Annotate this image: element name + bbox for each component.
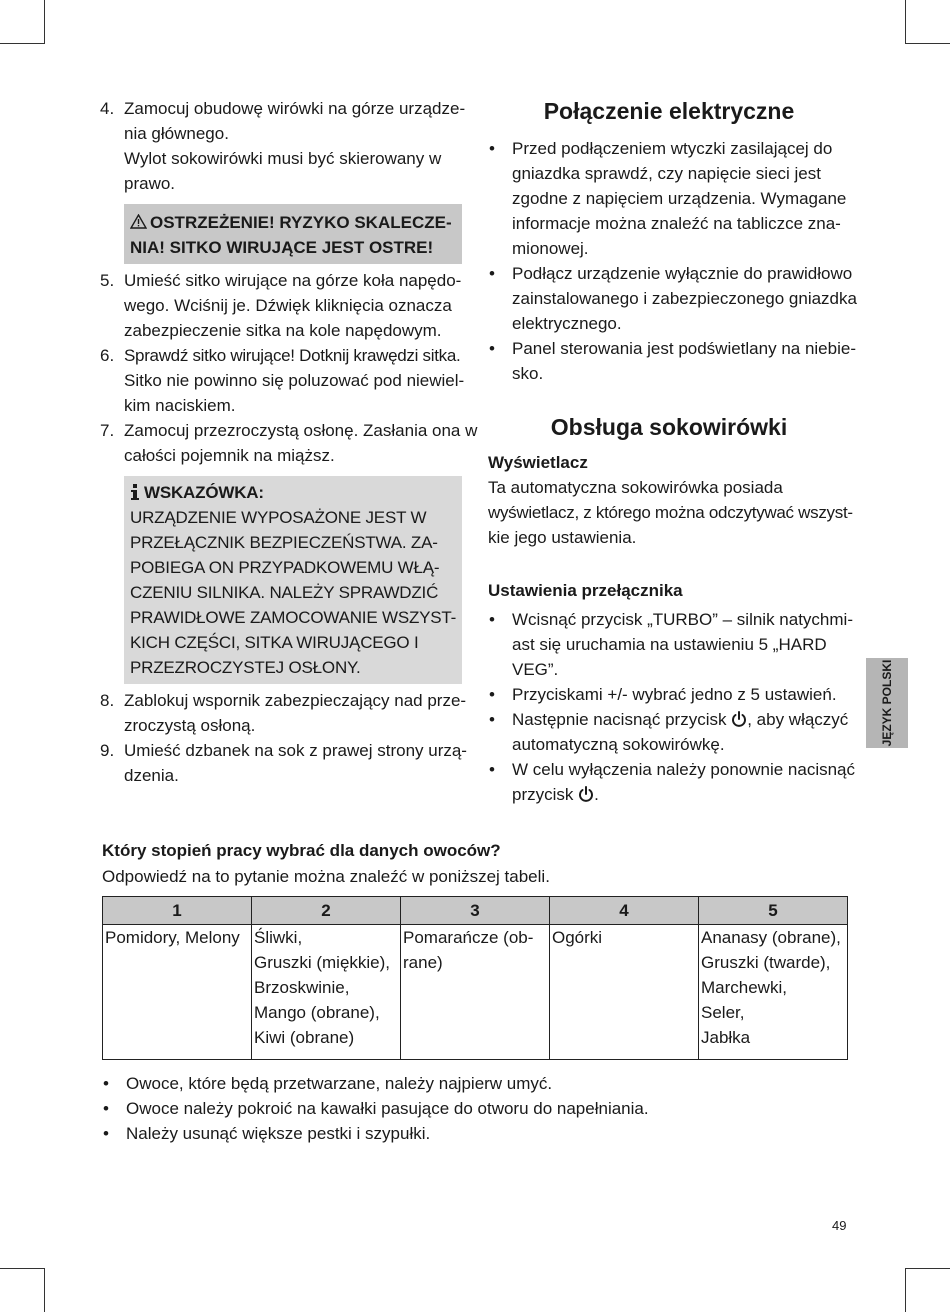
table-cell bbox=[699, 925, 848, 1060]
page-number: 49 bbox=[832, 1218, 847, 1233]
list-text: Owoce należy pokroić na kawałki pasujące do otworu do napełniania. bbox=[126, 1099, 649, 1118]
cell-text: Gruszki (twarde), bbox=[701, 953, 831, 972]
bullet-mark: • bbox=[103, 1124, 109, 1143]
display-paragraph bbox=[488, 475, 853, 550]
cell-text: rane) bbox=[403, 953, 443, 972]
crop-mark bbox=[44, 0, 45, 44]
note-box bbox=[124, 476, 462, 684]
speed-table bbox=[102, 896, 848, 1060]
list-text: , aby włączyć bbox=[747, 710, 849, 729]
list-item bbox=[102, 1096, 802, 1121]
list-item bbox=[488, 707, 850, 757]
paragraph-text: wyświetlacz, z którego można odczytywać wszyst- bbox=[488, 503, 853, 522]
bullet-mark: • bbox=[489, 710, 495, 729]
list-text: elektrycznego. bbox=[512, 314, 622, 333]
cell-text: Mango (obrane), bbox=[254, 1003, 380, 1022]
list-item bbox=[102, 1121, 802, 1146]
cell-text: Jabłka bbox=[701, 1028, 751, 1047]
note-text: PRZEZROCZYSTEJ OSŁONY. bbox=[130, 658, 361, 677]
cell-text: Ananasy (obrane), bbox=[701, 928, 841, 947]
list-text: Należy usunąć większe pestki i szypułki. bbox=[126, 1124, 431, 1143]
table-cell bbox=[401, 925, 550, 1060]
right-column bbox=[488, 96, 857, 807]
note-title: WSKAZÓWKA: bbox=[144, 483, 264, 502]
step-4 bbox=[100, 96, 466, 196]
crop-mark bbox=[905, 1268, 906, 1312]
note-text: CZENIU SILNIKA. NALEŻY SPRAWDZIĆ bbox=[130, 583, 439, 602]
note-text: POBIEGA ON PRZYPADKOWEMU WŁĄ- bbox=[130, 558, 440, 577]
step-text: Zamocuj obudowę wirówki na górze urządze- bbox=[124, 99, 466, 118]
crop-mark bbox=[0, 43, 44, 44]
bullet-mark: • bbox=[103, 1074, 109, 1093]
step-5 bbox=[100, 268, 462, 343]
table-header: 1 bbox=[103, 897, 252, 925]
step-number: 9. bbox=[100, 741, 115, 760]
step-text: całości pojemnik na miąższ. bbox=[124, 446, 335, 465]
list-item bbox=[488, 757, 856, 807]
list-text: VEG”. bbox=[512, 660, 559, 679]
cell-text: Gruszki (miękkie), bbox=[254, 953, 391, 972]
table-header-row bbox=[103, 897, 848, 925]
crop-mark bbox=[906, 43, 950, 44]
step-8 bbox=[100, 688, 467, 738]
crop-mark bbox=[905, 0, 906, 44]
list-text: . bbox=[594, 785, 599, 804]
bullet-mark: • bbox=[489, 610, 495, 629]
table-header: 5 bbox=[699, 897, 848, 925]
table-header: 4 bbox=[550, 897, 699, 925]
subheading-display: Wyświetlacz bbox=[488, 453, 588, 472]
note-text: PRAWIDŁOWE ZAMOCOWANIE WSZYST- bbox=[130, 608, 457, 627]
list-text: W celu wyłączenia należy ponownie nacisnąć bbox=[512, 760, 856, 779]
info-icon bbox=[130, 484, 140, 500]
list-text: automatyczną sokowirówkę. bbox=[512, 735, 725, 754]
bullet-mark: • bbox=[489, 760, 495, 779]
note-text: PRZEŁĄCZNIK BEZPIECZEŃSTWA. ZA- bbox=[130, 533, 438, 552]
list-item bbox=[488, 336, 856, 386]
step-text: Zamocuj przezroczystą osłonę. Zasłania ona w bbox=[124, 421, 478, 440]
list-item bbox=[488, 261, 857, 336]
list-item bbox=[488, 682, 850, 707]
list-text: przycisk bbox=[512, 785, 574, 804]
list-text: ast się uruchamia na ustawieniu 5 „HARD bbox=[512, 635, 827, 654]
table-cell bbox=[550, 925, 699, 1060]
power-icon bbox=[731, 711, 747, 727]
step-number: 7. bbox=[100, 421, 115, 440]
table-header: 3 bbox=[401, 897, 550, 925]
list-item bbox=[488, 136, 850, 261]
table-title: Który stopień pracy wybrać dla danych owoców? bbox=[102, 841, 501, 860]
table-cell bbox=[103, 925, 252, 1060]
step-text: kim naciskiem. bbox=[124, 396, 236, 415]
power-icon bbox=[578, 786, 594, 802]
list-text: mionowej. bbox=[512, 239, 589, 258]
cell-text: Brzoskwinie, bbox=[254, 978, 350, 997]
step-number: 4. bbox=[100, 99, 115, 118]
list-text: Wcisnąć przycisk „TURBO” – silnik natychmi- bbox=[512, 610, 853, 629]
step-text: Sitko nie powinno się poluzować pod niewiel- bbox=[124, 371, 465, 390]
cell-text: Pomidory, Melony bbox=[105, 928, 240, 947]
bullet-mark: • bbox=[489, 685, 495, 704]
step-number: 5. bbox=[100, 271, 115, 290]
warning-text: NIA! SITKO WIRUJĄCE JEST OSTRE! bbox=[130, 238, 434, 257]
language-side-tab bbox=[866, 658, 908, 748]
table-row bbox=[103, 925, 848, 1060]
step-text: wego. Wciśnij je. Dźwięk kliknięcia oznacza bbox=[124, 296, 452, 315]
warning-box bbox=[124, 204, 462, 264]
tips-list bbox=[102, 1071, 802, 1146]
warning-text: OSTRZEŻENIE! RYZYKO SKALECZE- bbox=[150, 213, 452, 232]
section-heading-electrical: Połączenie elektryczne bbox=[543, 98, 795, 124]
list-text: Przyciskami +/- wybrać jedno z 5 ustawień. bbox=[512, 685, 837, 704]
list-item bbox=[102, 1071, 802, 1096]
list-text: Przed podłączeniem wtyczki zasilającej do bbox=[512, 139, 833, 158]
list-item bbox=[488, 607, 853, 682]
table-subtitle: Odpowiedź na to pytanie można znaleźć w poniższej tabeli. bbox=[102, 867, 550, 886]
bullet-mark: • bbox=[103, 1099, 109, 1118]
step-text: dzenia. bbox=[124, 766, 179, 785]
step-6 bbox=[100, 343, 465, 418]
step-text: zabezpieczenie sitka na kole napędowym. bbox=[124, 321, 442, 340]
note-text: KICH CZĘŚCI, SITKA WIRUJĄCEGO I bbox=[130, 633, 419, 652]
list-text: Podłącz urządzenie wyłącznie do prawidłowo bbox=[512, 264, 853, 283]
bullet-mark: • bbox=[489, 339, 495, 358]
cell-text: Kiwi (obrane) bbox=[254, 1028, 355, 1047]
list-text: Owoce, które będą przetwarzane, należy najpierw umyć. bbox=[126, 1074, 553, 1093]
list-text: gniazdka sprawdź, czy napięcie sieci jest bbox=[512, 164, 821, 183]
step-7 bbox=[100, 418, 478, 468]
step-text: prawo. bbox=[124, 174, 176, 193]
subheading-switch-settings: Ustawienia przełącznika bbox=[488, 581, 683, 600]
section-heading-operation: Obsługa sokowirówki bbox=[550, 414, 788, 440]
list-text: Następnie nacisnąć przycisk bbox=[512, 710, 727, 729]
table-cell bbox=[252, 925, 401, 1060]
left-column bbox=[100, 96, 478, 788]
cell-text: Seler, bbox=[701, 1003, 745, 1022]
list-text: Panel sterowania jest podświetlany na niebie- bbox=[512, 339, 856, 358]
crop-mark bbox=[44, 1268, 45, 1312]
step-text: nia głównego. bbox=[124, 124, 229, 143]
side-tab-label: JĘZYK POLSKI bbox=[880, 659, 894, 747]
step-number: 8. bbox=[100, 691, 115, 710]
step-text: Wylot sokowirówki musi być skierowany w bbox=[124, 149, 442, 168]
step-9 bbox=[100, 738, 467, 788]
cell-text: Marchewki, bbox=[701, 978, 787, 997]
cell-text: Śliwki, bbox=[254, 928, 303, 947]
crop-mark bbox=[906, 1268, 950, 1269]
step-text: Sprawdź sitko wirujące! Dotknij krawędzi sitka. bbox=[124, 346, 461, 365]
step-text: zroczystą osłoną. bbox=[124, 716, 256, 735]
paragraph-text: Ta automatyczna sokowirówka posiada bbox=[488, 478, 783, 497]
step-number: 6. bbox=[100, 346, 115, 365]
step-text: Umieść sitko wirujące na górze koła napędo- bbox=[124, 271, 462, 290]
step-text: Zablokuj wspornik zabezpieczający nad prze- bbox=[124, 691, 467, 710]
bullet-mark: • bbox=[489, 139, 495, 158]
crop-mark bbox=[0, 1268, 44, 1269]
list-text: informacje można znaleźć na tabliczce zna- bbox=[512, 214, 841, 233]
cell-text: Pomarańcze (ob- bbox=[403, 928, 534, 947]
bullet-mark: • bbox=[489, 264, 495, 283]
list-text: zgodne z napięciem urządzenia. Wymagane bbox=[512, 189, 847, 208]
table-header: 2 bbox=[252, 897, 401, 925]
list-text: sko. bbox=[512, 364, 544, 383]
warning-triangle-icon bbox=[130, 214, 147, 229]
list-text: zainstalowanego i zabezpieczonego gniazdka bbox=[512, 289, 857, 308]
note-text: URZĄDZENIE WYPOSAŻONE JEST W bbox=[130, 508, 427, 527]
step-text: Umieść dzbanek na sok z prawej strony urzą- bbox=[124, 741, 467, 760]
paragraph-text: kie jego ustawienia. bbox=[488, 528, 637, 547]
cell-text: Ogórki bbox=[552, 928, 603, 947]
